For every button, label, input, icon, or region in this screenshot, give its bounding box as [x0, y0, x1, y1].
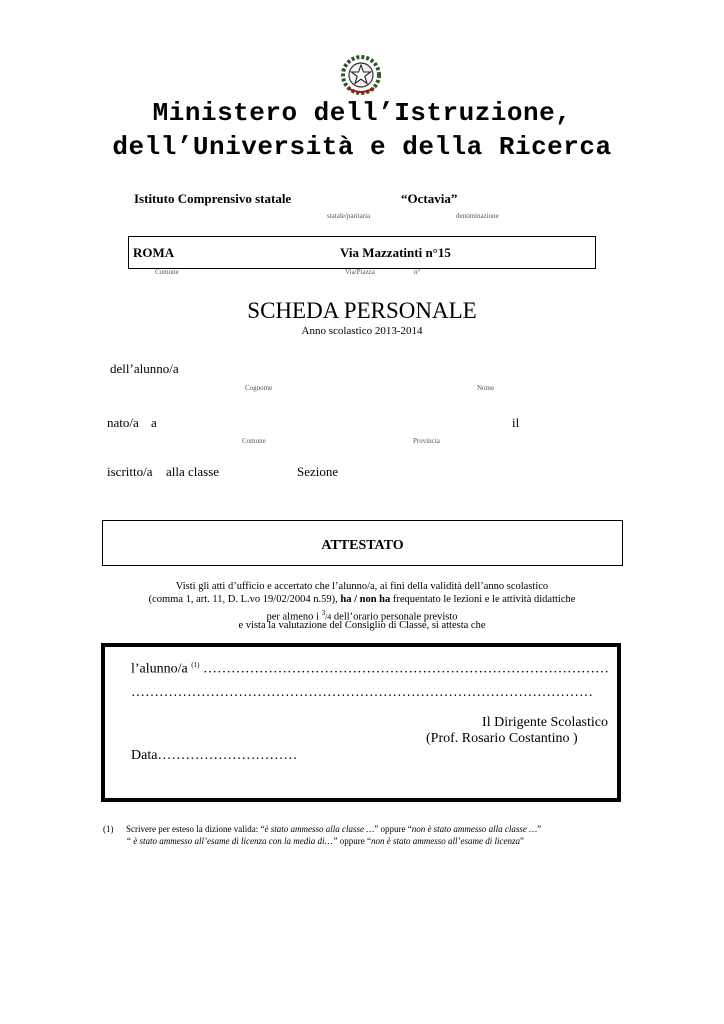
address-number-caption: n° [414, 268, 421, 276]
certified-student-line [131, 661, 609, 678]
attestato-line3-b: dell’orario personale previsto [333, 611, 458, 623]
birth-date-label: il [512, 415, 520, 430]
attestato-line2-a: (comma 1, art. 11, D. L.vo 19/02/2004 n.59), [148, 594, 338, 605]
class-label: alla classe [166, 464, 220, 479]
fraction-numerator: 3 [321, 609, 326, 617]
footnote-line1-b: è stato ammesso alla classe … [264, 824, 375, 834]
attestato-heading: ATTESTATO [321, 538, 404, 553]
attestato-line2-c: frequentato le lezioni e le attività didattiche [392, 594, 576, 605]
footnote-line1 [126, 823, 541, 835]
footnote-marker: (1) [103, 824, 114, 834]
attestato-line3-a: per almeno i [266, 611, 319, 623]
attestato-line2 [0, 594, 724, 606]
province-caption: Provincia [413, 437, 440, 445]
footnote-line1-e: ” [537, 824, 542, 834]
footnote-line1-a: Scrivere per esteso la dizione valida: “ [126, 824, 265, 834]
attestato-line1: Visti gli atti d’ufficio e accertato che l’alunno/a, ai fini della validità dell’anno scolastico [175, 581, 549, 592]
school-name: “Octavia” [401, 191, 458, 206]
attendance-choice: ha / non ha [340, 594, 391, 605]
certification-box [101, 643, 621, 802]
enrolled-label: iscritto/a [107, 464, 153, 479]
republic-emblem-icon [340, 54, 382, 96]
dots-line1: …………………………………………………………………………… [202, 661, 609, 677]
footnote-line2 [126, 835, 524, 847]
school-type: Istituto Comprensivo statale [134, 191, 292, 206]
footnote-line2-b: oppure “ [337, 836, 371, 846]
surname-caption: Cognome [245, 384, 273, 392]
municipality-caption: Comune [242, 437, 266, 445]
document-title: SCHEDA PERSONALE [247, 298, 477, 323]
footnote-line2-c: non è stato ammesso all’esame di licenza [370, 836, 520, 846]
footnote-line2-d: ” [519, 836, 524, 846]
certified-student-label: l’alunno/a [131, 661, 188, 677]
dots-line2: ……………………………………………………………………………………… [131, 685, 593, 700]
address-street: Via Mazzatinti n°15 [340, 245, 451, 260]
born-at-label: a [151, 415, 157, 430]
address-city: ROMA [133, 245, 175, 260]
address-street-caption: Via/Piazza [345, 268, 375, 276]
ministry-title [0, 96, 724, 164]
school-type-caption: statale/paritaria [327, 212, 371, 220]
section-label: Sezione [297, 464, 339, 479]
date-field: Data………………………… [131, 748, 298, 763]
footnote-mark: (1) [191, 661, 200, 669]
signer-title: Il Dirigente Scolastico [482, 715, 608, 730]
school-year: Anno scolastico 2013-2014 [301, 325, 423, 337]
footnote-line1-d: non è stato ammesso alla classe … [411, 824, 538, 834]
fraction-denominator: /4 [325, 612, 332, 622]
attestato-box [102, 520, 623, 566]
address-city-caption: Comune [155, 268, 179, 276]
footnote-line2-a: “ è stato ammesso all’esame di licenza con la media di…” [126, 836, 338, 846]
name-caption: Nome [477, 384, 495, 392]
signer-name: (Prof. Rosario Costantino ) [426, 731, 578, 746]
school-name-caption: denominazione [456, 212, 499, 220]
attestato-line4: e vista la valutazione del Consiglio di Classe, si attesta che [238, 620, 486, 631]
born-label: nato/a [107, 415, 139, 430]
ministry-title-line2: dell’Università e della Ricerca [112, 132, 612, 162]
footnote-line1-c: ” oppure “ [374, 824, 412, 834]
ministry-title-line1: Ministero dell’Istruzione, [152, 98, 572, 128]
student-label: dell’alunno/a [110, 361, 179, 376]
